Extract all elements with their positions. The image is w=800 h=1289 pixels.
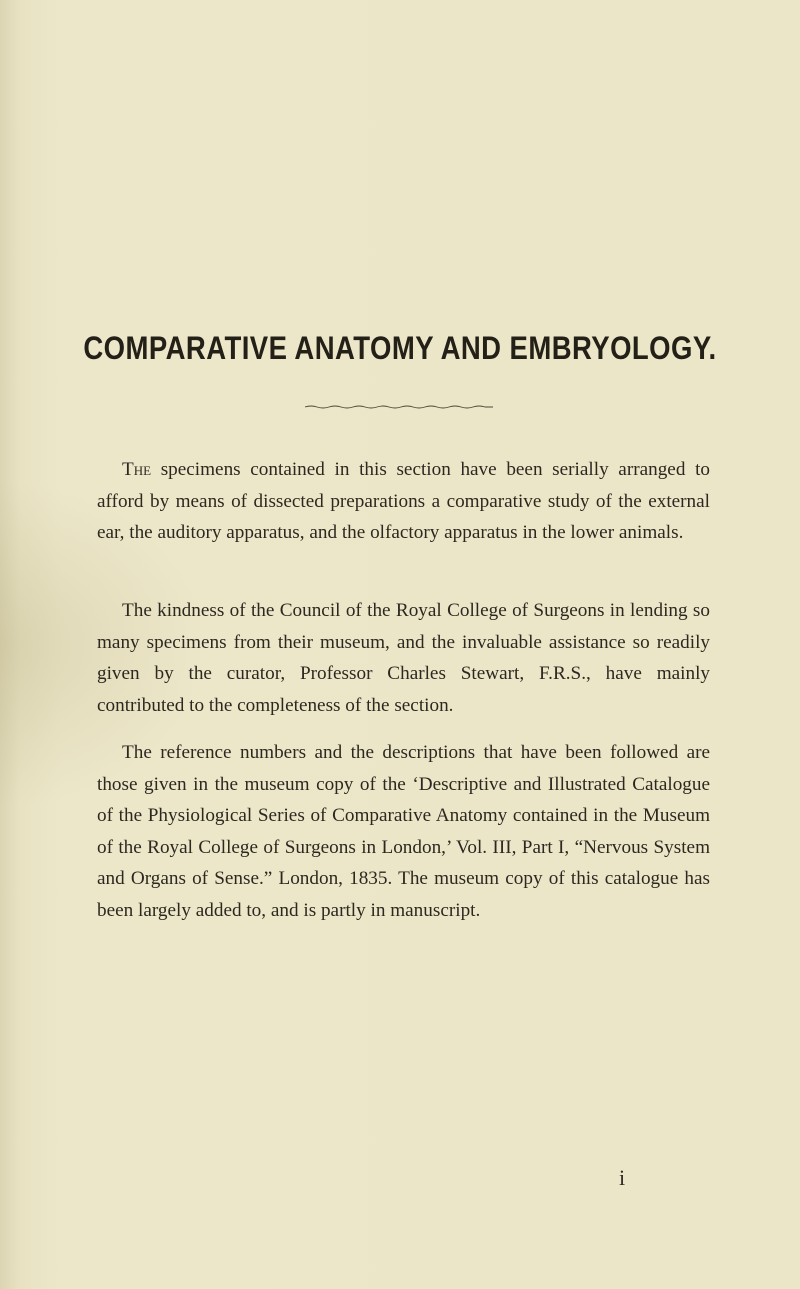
paragraph-references: The reference numbers and the descriptions that have been followed are those given in the museum copy of the ‘Descriptive and Illustrated Catalogue of the Physiological Series of Comparative Anatomy contained in the Museum of the Royal College of Surgeons in London,’ Vol. III, Part I, “Nervous System and Organs of Sense.” London, 1835. The museum copy of this catalogue has been largely added to, and is partly in manuscript. xyxy=(97,742,710,921)
page-number: i xyxy=(619,1165,626,1190)
paragraph-lead: The xyxy=(122,459,152,480)
paragraph-text: specimens contained in this section have been serially arranged to afford by means of dissected preparations a comparative study of the external ear, the auditory apparatus, and the olfactory apparatus in the lower animals. xyxy=(97,459,710,543)
paragraph-intro xyxy=(97,454,710,549)
decorative-rule xyxy=(305,405,493,409)
paragraph-acknowledgement: The kindness of the Council of the Royal College of Surgeons in lending so many specimens from their museum, and the invaluable assistance so readily given by the curator, Professor Charles Stewart, F.R.S., have mainly contributed to the completeness of the section. xyxy=(97,600,710,716)
section-title: COMPARATIVE ANATOMY AND EMBRYOLOGY. xyxy=(83,330,717,366)
